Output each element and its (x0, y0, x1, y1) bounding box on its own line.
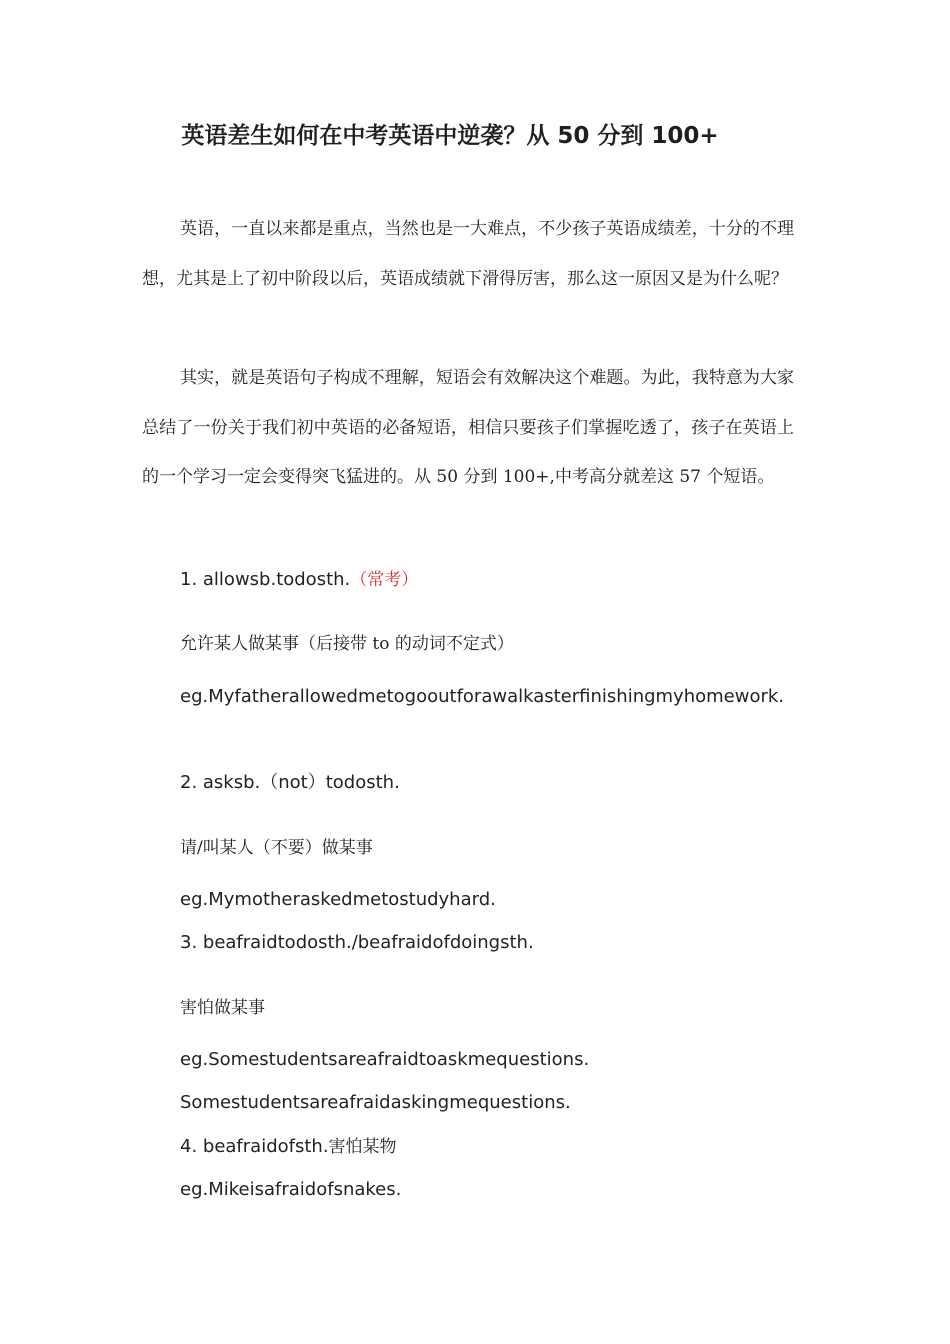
phrase-example-3b: Somestudentsareafraidaskingmequestions. (180, 1092, 571, 1113)
intro-paragraph-2: 其实，就是英语句子构成不理解，短语会有效解决这个难题。为此，我特意为大家总结了一份关于我们初中英语的必备短语，相信只要孩子们掌握吃透了，孩子在英语上的一个学习一定会变得突飞猛进的。从 50 分到 100+,中考高分就差这 57 个短语。 (142, 368, 794, 487)
phrase-item-1 (180, 565, 418, 595)
frequent-tag: （常考） (350, 570, 419, 590)
phrase-meaning-1: 允许某人做某事（后接带 to 的动词不定式） (180, 634, 514, 654)
phrase-item-3: 3. beafraidtodosth./beafraidofdoingsth. (180, 932, 534, 953)
phrase-item-2: 2. asksb.（not）todosth. (180, 772, 400, 793)
phrase-text: 4. beafraidofsth. (180, 1136, 329, 1157)
phrase-item-4 (180, 1132, 397, 1162)
phrase-meaning-3: 害怕做某事 (180, 998, 265, 1018)
phrase-example-4: eg.Mikeisafraidofsnakes. (180, 1179, 402, 1200)
phrase-text: 1. allowsb.todosth. (180, 569, 351, 590)
phrase-meaning-4: 害怕某物 (328, 1137, 397, 1157)
phrase-example-1: eg.Myfatherallowedmetogooutforawalkasterfinishingmyhomework. (180, 686, 785, 707)
phrase-example-2: eg.Mymotheraskedmetostudyhard. (180, 889, 496, 910)
page-title: 英语差生如何在中考英语中逆袭？从 50 分到 100+ (181, 123, 719, 149)
intro-paragraph-1: 英语，一直以来都是重点，当然也是一大难点，不少孩子英语成绩差，十分的不理想，尤其是上了初中阶段以后，英语成绩就下滑得厉害，那么这一原因又是为什么呢？ (142, 219, 794, 289)
phrase-meaning-2: 请/叫某人（不要）做某事 (180, 838, 373, 858)
phrase-example-3: eg.Somestudentsareafraidtoaskmequestions. (180, 1049, 590, 1070)
